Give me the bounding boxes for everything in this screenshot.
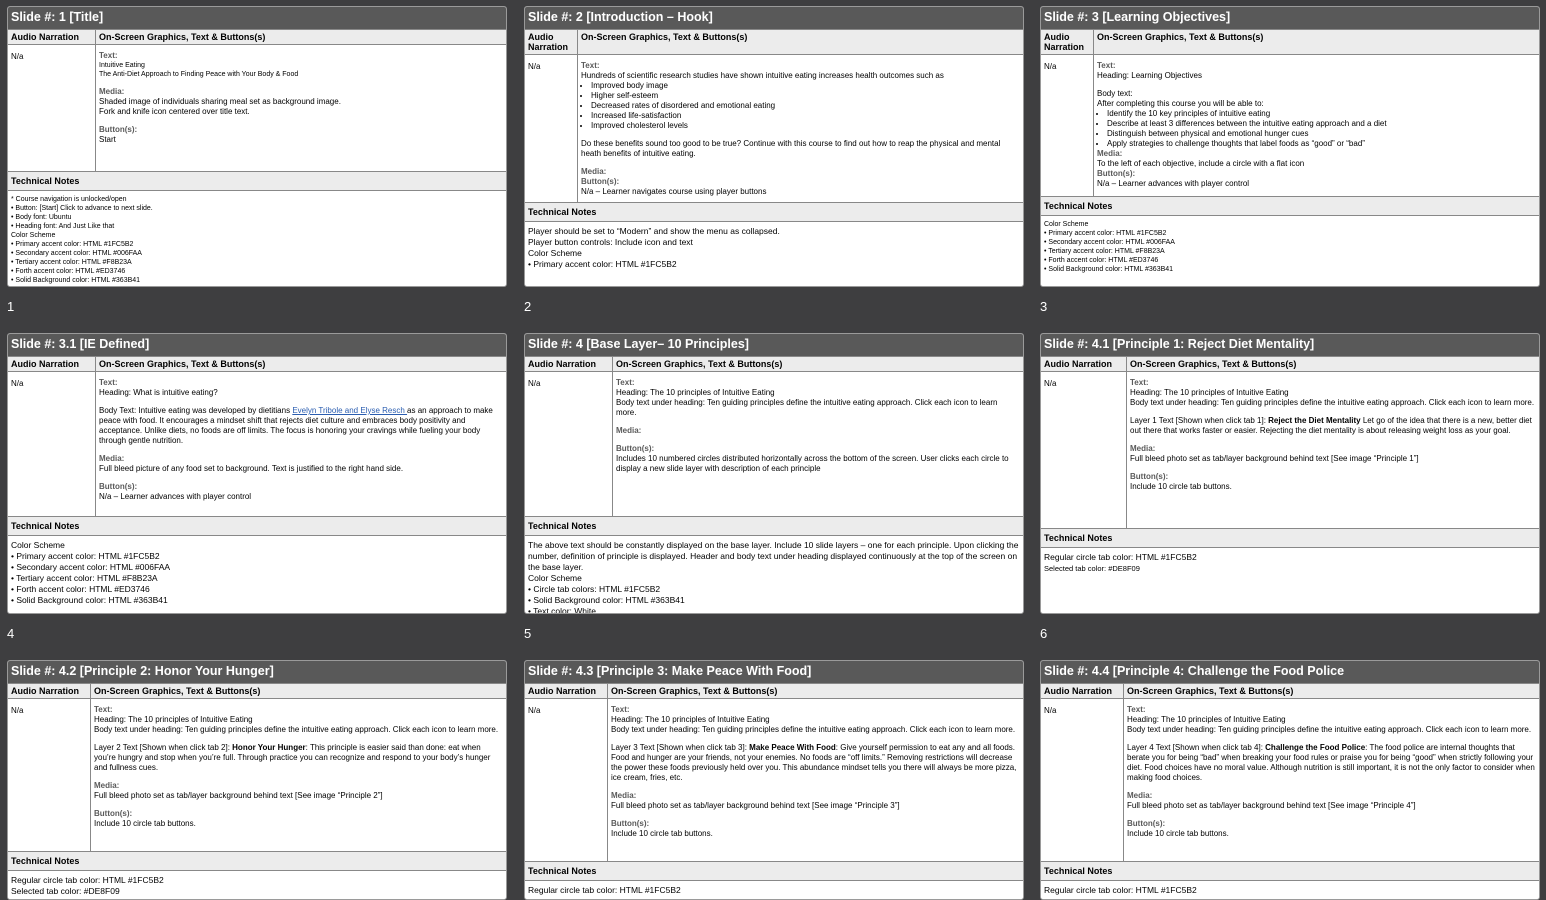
col-audio-header: Audio Narration — [8, 30, 96, 44]
tech-line: • Forth accent color: HTML #ED3746 — [1044, 257, 1159, 264]
layer-text — [1127, 743, 1536, 783]
graphics-cell — [96, 372, 506, 516]
media-line: Fork and knife icon centered over title text. — [99, 107, 250, 116]
text-heading: Heading: What is intuitive eating? — [99, 388, 218, 397]
slide-header: Slide #: 4.2 [Principle 2: Honor Your Hunger] — [8, 661, 506, 684]
col-graphics-header: On-Screen Graphics, Text & Buttons(s) — [94, 686, 261, 696]
text-body: Body text under heading: Ten guiding principles define the intuitive eating approach. Click each icon to learn more. — [611, 725, 1016, 734]
text-label: Text: — [99, 51, 118, 60]
buttons-label: Button(s): — [1130, 472, 1169, 481]
slide-card-2[interactable] — [524, 6, 1024, 287]
text-body: Body text under heading: Ten guiding principles define the intuitive eating approach. Click each icon to learn more. — [616, 398, 998, 417]
slide-header: Slide #: 3 [Learning Objectives] — [1041, 7, 1539, 30]
graphics-cell — [613, 372, 1023, 516]
slide-header: Slide #: 3.1 [IE Defined] — [8, 334, 506, 357]
tech-line: • Tertiary accent color: HTML #F8B23A — [11, 573, 158, 583]
technical-notes-header: Technical Notes — [1041, 529, 1539, 548]
buttons-label: Button(s): — [611, 819, 650, 828]
technical-notes-body — [525, 222, 1023, 286]
text-intro: Hundreds of scientific research studies have shown intuitive eating increases health outcomes such as — [581, 71, 944, 80]
slide-header: Slide #: 2 [Introduction – Hook] — [525, 7, 1023, 30]
tech-line: • Forth accent color: HTML #ED3746 — [11, 584, 150, 594]
tech-line: • Secondary accent color: HTML #006FAA — [1044, 239, 1175, 246]
slide-number: 6 — [1040, 626, 1048, 641]
tech-line: • Primary accent color: HTML #1FC5B2 — [1044, 230, 1167, 237]
tech-line: Selected tab color: #DE8F09 — [1044, 564, 1140, 573]
col-audio-header: Audio Narration — [525, 30, 578, 54]
col-graphics-header: On-Screen Graphics, Text & Buttons(s) — [1127, 686, 1294, 696]
tech-line: • Solid Background color: HTML #363B41 — [11, 277, 141, 284]
principle-name: Challenge the Food Police — [1265, 743, 1366, 752]
buttons-line: Include 10 circle tab buttons. — [611, 829, 713, 838]
slide-card-8[interactable] — [524, 660, 1024, 900]
audio-cell: N/a — [525, 372, 613, 516]
buttons-label: Button(s): — [99, 482, 138, 491]
technical-notes-header: Technical Notes — [1041, 862, 1539, 881]
buttons-line: Includes 10 numbered circles distributed horizontally across the bottom of the screen. User clicks each circle to display a new slide layer with description of each principle — [616, 454, 1009, 473]
text-heading: Heading: The 10 principles of Intuitive Eating — [94, 715, 253, 724]
layer-text — [94, 743, 503, 773]
tech-line: Color Scheme — [11, 232, 56, 239]
slide-card-6[interactable] — [1040, 333, 1540, 614]
layer-pre: Layer 1 Text [Shown when click tab 1]: — [1130, 416, 1269, 425]
technical-notes-header: Technical Notes — [525, 203, 1023, 222]
col-graphics-header: On-Screen Graphics, Text & Buttons(s) — [611, 686, 778, 696]
text-heading: Heading: The 10 principles of Intuitive Eating — [1130, 388, 1289, 397]
tech-line: Selected tab color: #DE8F09 — [11, 886, 120, 896]
slide-header: Slide #: 4.1 [Principle 1: Reject Diet Mentality] — [1041, 334, 1539, 357]
tech-line: • Primary accent color: HTML #1FC5B2 — [11, 241, 134, 248]
media-label: Media: — [99, 87, 125, 96]
text-body-label: Body text: — [1097, 89, 1133, 98]
technical-notes-body — [1041, 216, 1539, 286]
slide-number: 2 — [524, 299, 532, 314]
slide-number: 1 — [7, 299, 15, 314]
media-line: Full bleed photo set as tab/layer background behind text [See image “Principle 1”] — [1130, 454, 1419, 463]
col-audio-header: Audio Narration — [8, 684, 91, 698]
media-label: Media: — [1127, 791, 1153, 800]
text-label: Text: — [1097, 61, 1116, 70]
audio-cell: N/a — [1041, 55, 1094, 196]
col-graphics-header: On-Screen Graphics, Text & Buttons(s) — [1130, 359, 1297, 369]
slide-number: 4 — [7, 626, 15, 641]
text-body — [99, 406, 503, 446]
media-line: Shaded image of individuals sharing meal set as background image. — [99, 97, 341, 106]
tech-line: • Tertiary accent color: HTML #F8B23A — [11, 259, 132, 266]
audio-cell: N/a — [8, 45, 96, 171]
audio-cell: N/a — [8, 699, 91, 851]
layer-text — [1130, 416, 1536, 436]
tech-line: Player button controls: Include icon and text — [528, 237, 693, 247]
buttons-label: Button(s): — [1097, 169, 1136, 178]
principle-name: Reject the Diet Mentality — [1268, 416, 1361, 425]
technical-notes-body — [525, 536, 1023, 613]
layer-pre: Layer 3 Text [Shown when click tab 3]: — [611, 743, 750, 752]
technical-notes-body — [1041, 548, 1539, 613]
media-line: Full bleed photo set as tab/layer background behind text [See image “Principle 3”] — [611, 801, 900, 810]
layer-pre: Layer 2 Text [Shown when click tab 2]: — [94, 743, 233, 752]
tech-line: * Course navigation is unlocked/open — [11, 196, 127, 203]
text-body: Body text under heading: Ten guiding principles define the intuitive eating approach. Click each icon to learn more. — [1127, 725, 1532, 734]
technical-notes-body — [8, 191, 506, 286]
col-graphics-header: On-Screen Graphics, Text & Buttons(s) — [616, 359, 783, 369]
media-line: Full bleed picture of any food set to background. Text is justified to the right hand side. — [99, 464, 404, 473]
media-line: Full bleed photo set as tab/layer background behind text [See image “Principle 2”] — [94, 791, 383, 800]
graphics-cell — [1127, 372, 1539, 528]
text-label: Text: — [94, 705, 113, 714]
text-heading: Heading: The 10 principles of Intuitive Eating — [611, 715, 770, 724]
tech-line: Regular circle tab color: HTML #1FC5B2 — [1044, 885, 1197, 895]
tech-line: • Solid Background color: HTML #363B41 — [528, 595, 685, 605]
tech-line: • Secondary accent color: HTML #006FAA — [11, 250, 142, 257]
slide-card-4[interactable] — [7, 333, 507, 614]
tech-line: Regular circle tab color: HTML #1FC5B2 — [528, 885, 681, 895]
technical-notes-header: Technical Notes — [8, 517, 506, 536]
graphics-cell — [91, 699, 506, 851]
tech-line: The above text should be constantly displayed on the base layer. Include 10 slide layers – one for each principle. Upon clicking the number, definition of principle is displayed. Header and body text under heading displayed continuously at the top of the screen on the base layer. — [528, 540, 1019, 572]
objectives-list — [1097, 109, 1536, 149]
text-body: Body text under heading: Ten guiding principles define the intuitive eating approach. Click each icon to learn more. — [1130, 398, 1535, 407]
graphics-cell — [608, 699, 1023, 861]
list-item: • Apply strategies to challenge thoughts that label foods as “good” or “bad” — [1107, 139, 1536, 149]
slide-card-9[interactable] — [1040, 660, 1540, 900]
buttons-label: Button(s): — [581, 177, 620, 186]
slide-number: 3 — [1040, 299, 1048, 314]
principle-name: Honor Your Hunger — [232, 743, 306, 752]
tech-line: Regular circle tab color: HTML #1FC5B2 — [11, 875, 164, 885]
layer-post: : Give yourself permission to eat any and all foods. Food and hunger are your friends, not your enemies. No foods are “off limits.” Removing restrictions will decrease the power these foods previously held over you. This abundance mindset tells you there will always be more pizza, ice cream, fries, etc. — [611, 743, 1017, 782]
col-graphics-header: On-Screen Graphics, Text & Buttons(s) — [581, 32, 748, 42]
col-audio-header: Audio Narration — [525, 357, 613, 371]
col-graphics-header: On-Screen Graphics, Text & Buttons(s) — [99, 32, 266, 42]
tech-line: Player should be set to “Modern” and show the menu as collapsed. — [528, 226, 780, 236]
text-label: Text: — [581, 61, 600, 70]
tech-line: • Forth accent color: HTML #ED3746 — [11, 268, 126, 275]
subtitle-line: The Anti-Diet Approach to Finding Peace with Your Body & Food — [99, 71, 299, 78]
tech-line: Color Scheme — [11, 540, 65, 550]
tech-line: • Solid Background color: HTML #363B41 — [1044, 266, 1174, 273]
tech-line: Color Scheme — [528, 573, 582, 583]
list-item: • Higher self-esteem — [591, 91, 1020, 101]
col-graphics-header: On-Screen Graphics, Text & Buttons(s) — [1097, 32, 1264, 42]
tech-line: • Tertiary accent color: HTML #F8B23A — [1044, 248, 1165, 255]
tech-line: • Circle tab colors: HTML #1FC5B2 — [528, 584, 661, 594]
list-item: • Increased life-satisfaction — [591, 111, 1020, 121]
buttons-line: N/a – Learner advances with player control — [1097, 179, 1250, 188]
text-heading: Heading: Learning Objectives — [1097, 71, 1202, 80]
text-body-pre: Body Text: Intuitive eating was developed by dietitians — [99, 406, 293, 415]
media-label: Media: — [616, 426, 642, 435]
media-label: Media: — [581, 167, 607, 176]
list-item: • Improved cholesterol levels — [591, 121, 1020, 131]
text-body-post: as an approach to make peace with food. It encourages a mindset shift that rejects diet culture and embraces body positivity and acceptance. Unlike diets, no foods are off limits. The focus is honoring your cravings while fueling your body through gentle nutrition. — [99, 406, 493, 445]
technical-notes-body — [1041, 881, 1539, 899]
layer-text — [611, 743, 1020, 783]
list-item: • Decreased rates of disordered and emotional eating — [591, 101, 1020, 111]
media-label: Media: — [611, 791, 637, 800]
audio-cell: N/a — [1041, 699, 1124, 861]
graphics-cell — [1094, 55, 1539, 196]
slide-header: Slide #: 1 [Title] — [8, 7, 506, 30]
col-audio-header: Audio Narration — [525, 684, 608, 698]
media-line: To the left of each objective, include a circle with a flat icon — [1097, 159, 1305, 168]
buttons-label: Button(s): — [99, 125, 138, 134]
buttons-line: Include 10 circle tab buttons. — [1130, 482, 1232, 491]
media-label: Media: — [1130, 444, 1156, 453]
buttons-line: Start — [99, 135, 116, 144]
tech-line: • Text color: White — [528, 606, 597, 613]
media-line: Full bleed photo set as tab/layer background behind text [See image “Principle 4”] — [1127, 801, 1416, 810]
technical-notes-header: Technical Notes — [8, 172, 506, 191]
media-label: Media: — [1097, 149, 1123, 158]
buttons-line: Include 10 circle tab buttons. — [94, 819, 196, 828]
buttons-label: Button(s): — [616, 444, 655, 453]
authors-link[interactable]: Evelyn Tribole and Elyse Resch — [292, 406, 408, 415]
text-intro: After completing this course you will be able to: — [1097, 99, 1264, 108]
tech-line: • Primary accent color: HTML #1FC5B2 — [11, 551, 160, 561]
technical-notes-body — [8, 871, 506, 899]
media-label: Media: — [99, 454, 125, 463]
col-graphics-header: On-Screen Graphics, Text & Buttons(s) — [99, 359, 266, 369]
tech-line: Color Scheme — [528, 248, 582, 258]
tech-line: • Secondary accent color: HTML #006FAA — [11, 562, 171, 572]
text-label: Text: — [1130, 378, 1149, 387]
principle-name: Make Peace With Food — [749, 743, 836, 752]
layer-post: : This principle is easier said than done: eat when you’re hungry and stop when you’re full. Through practice you can recognize and respond to your body’s hunger and fullness cues. — [94, 743, 491, 772]
slide-card-7[interactable] — [7, 660, 507, 900]
tech-line: • Body font: Ubuntu — [11, 214, 72, 221]
text-heading: Heading: The 10 principles of Intuitive Eating — [1127, 715, 1286, 724]
graphics-cell — [1124, 699, 1539, 861]
list-item: • Describe at least 3 differences between the intuitive eating approach and a diet — [1107, 119, 1536, 129]
graphics-cell — [578, 55, 1023, 202]
slide-header: Slide #: 4.4 [Principle 4: Challenge the Food Police — [1041, 661, 1539, 684]
slide-card-5[interactable] — [524, 333, 1024, 614]
slide-header: Slide #: 4.3 [Principle 3: Make Peace With Food] — [525, 661, 1023, 684]
audio-cell: N/a — [525, 55, 578, 202]
audio-cell: N/a — [1041, 372, 1127, 528]
text-label: Text: — [611, 705, 630, 714]
tech-line: • Button: [Start] Click to advance to next slide. — [11, 205, 153, 212]
technical-notes-header: Technical Notes — [525, 862, 1023, 881]
col-audio-header: Audio Narration — [1041, 684, 1124, 698]
slide-header: Slide #: 4 [Base Layer– 10 Principles] — [525, 334, 1023, 357]
text-label: Text: — [99, 378, 118, 387]
audio-cell: N/a — [525, 699, 608, 861]
col-audio-header: Audio Narration — [1041, 357, 1127, 371]
text-heading: Heading: The 10 principles of Intuitive Eating — [616, 388, 775, 397]
slide-number: 5 — [524, 626, 532, 641]
layer-post: : The food police are internal thoughts that berate you for being “bad” when breaking your food rules or praise you for being “good” when strictly following your diet. Food choices have no moral value. Although nutrition is still important, it is not the only factor to consider when making food choices. — [1127, 743, 1535, 782]
technical-notes-body — [525, 881, 1023, 899]
col-audio-header: Audio Narration — [8, 357, 96, 371]
slide-card-1[interactable] — [7, 6, 507, 287]
title-line: Intuitive Eating — [99, 62, 145, 69]
tech-line: • Solid Background color: HTML #363B41 — [11, 595, 168, 605]
list-item: • Identify the 10 key principles of intuitive eating — [1107, 109, 1536, 119]
benefits-list — [581, 81, 1020, 131]
technical-notes-header: Technical Notes — [8, 852, 506, 871]
tech-line: • Primary accent color: HTML #1FC5B2 — [528, 259, 677, 269]
col-audio-header: Audio Narration — [1041, 30, 1094, 54]
text-label: Text: — [616, 378, 635, 387]
layer-post: Let go of the idea that there is a new, better diet out there that works faster or easier. Rejecting the diet mentality is about releasing weight loss as your goal. — [1130, 416, 1532, 435]
text-label: Text: — [1127, 705, 1146, 714]
buttons-label: Button(s): — [94, 809, 133, 818]
layer-pre: Layer 4 Text [Shown when click tab 4]: — [1127, 743, 1266, 752]
list-item: • Improved body image — [591, 81, 1020, 91]
slide-card-3[interactable] — [1040, 6, 1540, 287]
buttons-line: N/a – Learner advances with player control — [99, 492, 252, 501]
buttons-line: N/a – Learner navigates course using player buttons — [581, 187, 767, 196]
tech-line: Color Scheme — [1044, 221, 1089, 228]
list-item: • Distinguish between physical and emotional hunger cues — [1107, 129, 1536, 139]
technical-notes-body — [8, 536, 506, 613]
tech-line: Regular circle tab color: HTML #1FC5B2 — [1044, 552, 1197, 562]
graphics-cell — [96, 45, 506, 171]
text-outro: Do these benefits sound too good to be true? Continue with this course to find out how to reap the physical and mental heath benefits of intuitive eating. — [581, 139, 1001, 158]
technical-notes-header: Technical Notes — [525, 517, 1023, 536]
media-label: Media: — [94, 781, 120, 790]
technical-notes-header: Technical Notes — [1041, 197, 1539, 216]
text-body: Body text under heading: Ten guiding principles define the intuitive eating approach. Click each icon to learn more. — [94, 725, 499, 734]
tech-line: • Heading font: And Just Like that — [11, 223, 115, 230]
buttons-line: Include 10 circle tab buttons. — [1127, 829, 1229, 838]
buttons-label: Button(s): — [1127, 819, 1166, 828]
audio-cell: N/a — [8, 372, 96, 516]
